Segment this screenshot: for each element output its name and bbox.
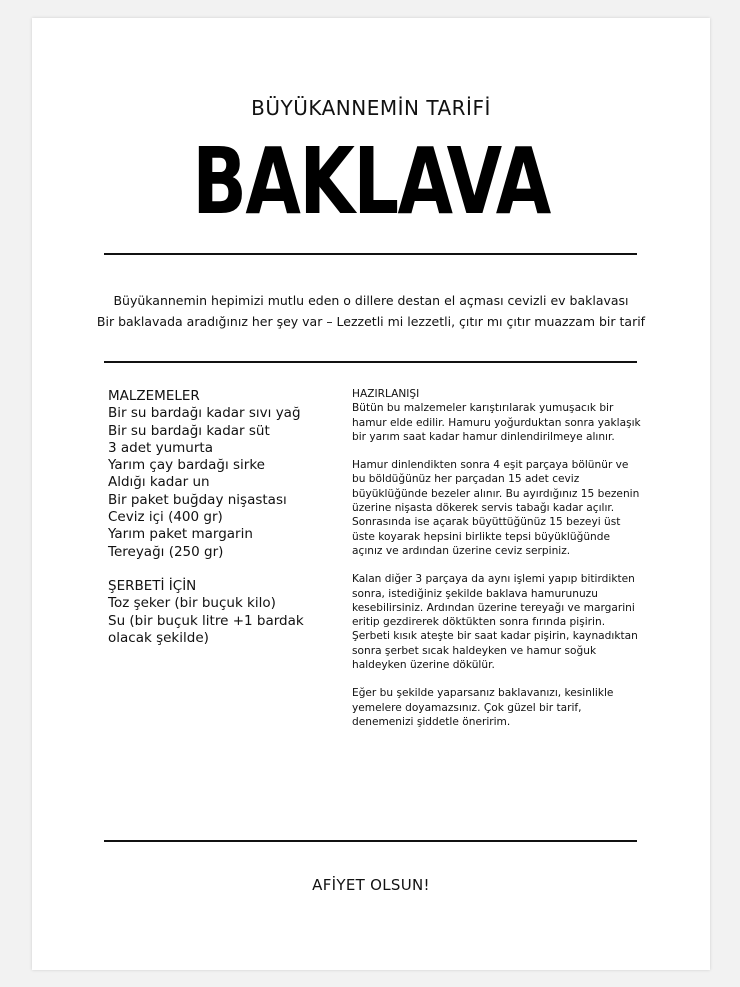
ingredient-item: Ceviz içi (400 gr) (108, 509, 223, 526)
method-paragraph: Eğer bu şekilde yaparsanız baklavanızı, kesinlikle yemelere doyamazsınız. Çok güzel bir tarif, denemenizi şiddetle öneririm. (352, 687, 614, 728)
syrup-item: Su (bir buçuk litre +1 bardak (108, 612, 304, 629)
ingredient-item: Tereyağı (250 gr) (108, 543, 224, 560)
recipe-poster (32, 18, 710, 970)
ingredient-item: 3 adet yumurta (108, 439, 213, 456)
method-paragraph: Hamur dinlendikten sonra 4 eşit parçaya bölünür ve bu böldüğünüz her parçadan 15 adet ceviz büyüklüğünde bezeler alınır. Bu ayırdığınız 15 bezenin üzerine nişasta dökerek servis tabağı kadar açılır. Sonrasında ise açarak büyüttüğünüz 15 bezeyi üst üste koyarak hepsini birlikte tepsi büyüklüğünde açınız ve ardından üzerine ceviz serpiniz. (352, 459, 640, 557)
method-paragraph: Kalan diğer 3 parçaya da aynı işlemi yapıp bitirdikten sonra, istediğiniz şekilde baklava hamurunuzu kesebilirsiniz. Ardından üzerine tereyağı ve margarini eritip gezdirerek döktükten sonra fırında pişirin. Şerbeti kısık ateşte bir saat kadar pişirin, kaynadıktan sonra şerbet sıcak haldeyken ve hamur soğuk haldeyken üzerine dökülür. (352, 573, 638, 672)
divider-top (104, 253, 637, 255)
method-section (352, 387, 642, 743)
divider-bottom (104, 840, 637, 842)
ingredients-list (108, 405, 318, 561)
syrup-heading: ŞERBETİ İÇİN (108, 577, 197, 594)
intro-line-2: Bir baklavada aradığınız her şey var – Lezzetli mi lezzetli, çıtır mı çıtır muazzam bir tarif (96, 314, 646, 329)
section-gap (108, 561, 318, 578)
ingredient-item: Aldığı kadar un (108, 474, 210, 491)
intro-text (32, 290, 710, 332)
syrup-item: Toz şeker (bir buçuk kilo) (108, 595, 276, 612)
ingredient-item: Bir su bardağı kadar sıvı yağ (108, 405, 301, 422)
divider-middle (104, 361, 637, 363)
intro-line-1: Büyükannemin hepimizi mutlu eden o dillere destan el açması cevizli ev baklavası (113, 293, 629, 308)
method-heading: HAZIRLANIŞI (352, 388, 420, 400)
ingredient-item: Bir su bardağı kadar süt (108, 422, 270, 439)
recipe-subtitle: BÜYÜKANNEMİN TARİFİ (251, 96, 491, 120)
ingredient-item: Yarım çay bardağı sirke (108, 457, 265, 474)
footer-text: AFİYET OLSUN! (312, 876, 430, 894)
recipe-title: BAKLAVA (192, 128, 550, 235)
method-paragraph: Bütün bu malzemeler karıştırılarak yumuşacık bir hamur elde edilir. Hamuru yoğurduktan sonra yaklaşık bir yarım saat kadar hamur dinlendirilmeye alınır. (352, 402, 641, 443)
ingredients-heading: MALZEMELER (108, 388, 200, 404)
ingredients-section (108, 388, 318, 647)
syrup-item: olacak şekilde) (108, 629, 209, 646)
syrup-list (108, 595, 318, 647)
ingredient-item: Bir paket buğday nişastası (108, 491, 287, 508)
ingredient-item: Yarım paket margarin (108, 526, 253, 543)
